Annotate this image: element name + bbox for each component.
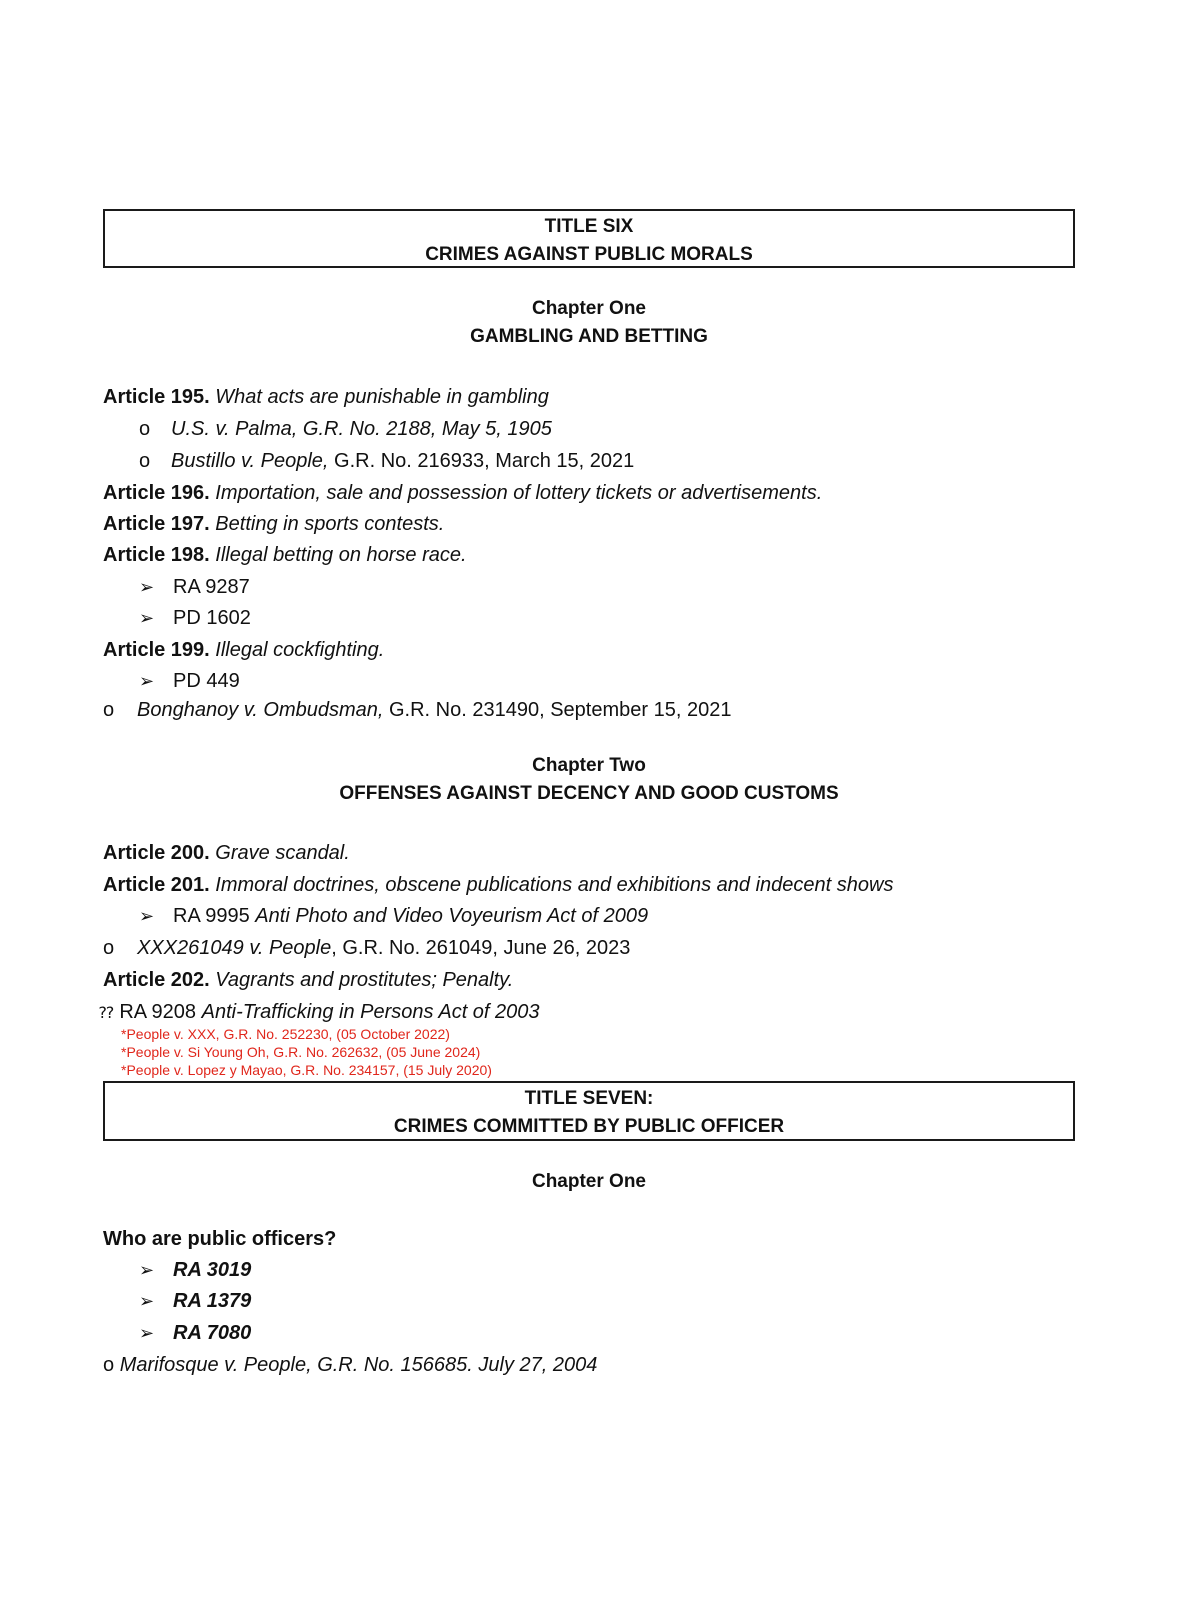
arrow-bullet-icon: ➢ [139, 906, 155, 926]
law-ra-3019 [139, 1259, 251, 1282]
law-ra-9208 [99, 1001, 540, 1024]
case-bustillo-v-people [139, 450, 634, 473]
case-name: Bonghanoy v. Ombudsman, [137, 699, 384, 721]
article-200-number: Article 200. [103, 842, 210, 864]
article-201-title: Immoral doctrines, obscene publications and exhibitions and indecent shows [215, 874, 894, 896]
law-name: Anti-Trafficking in Persons Act of 2003 [201, 1001, 540, 1023]
article-201 [103, 874, 893, 897]
article-199-number: Article 199. [103, 639, 210, 661]
title-six-subtitle: CRIMES AGAINST PUBLIC MORALS [425, 244, 753, 265]
case-text: U.S. v. Palma, G.R. No. 2188, May 5, 1905 [171, 418, 552, 440]
article-196 [103, 482, 822, 505]
chapter-one-title: GAMBLING AND BETTING [470, 326, 708, 347]
article-196-title: Importation, sale and possession of lottery tickets or advertisements. [215, 482, 823, 504]
law-name: Anti Photo and Video Voyeurism Act of 2009 [255, 905, 649, 927]
chapter-two-label: Chapter Two [532, 755, 646, 776]
law-text: RA 3019 [173, 1259, 252, 1281]
law-text: RA 1379 [173, 1290, 252, 1312]
article-200 [103, 842, 350, 865]
article-200-title: Grave scandal. [215, 842, 350, 864]
article-202-title: Vagrants and prostitutes; Penalty. [215, 969, 514, 991]
missing-glyph-icon: ⁇ [99, 1005, 114, 1022]
law-number: RA 9995 [173, 905, 256, 927]
case-name: XXX261049 v. People [137, 937, 332, 959]
annotation-people-v-lopez: *People v. Lopez y Mayao, G.R. No. 234157, (15 July 2020) [121, 1062, 492, 1078]
case-bonghanoy-v-ombudsman [103, 699, 731, 722]
article-201-number: Article 201. [103, 874, 210, 896]
case-xxx261049-v-people [103, 937, 630, 960]
bullet-icon: o [139, 450, 151, 472]
law-text: PD 1602 [173, 607, 251, 629]
bullet-icon: o [139, 418, 151, 440]
question-text: Who are public officers? [103, 1228, 337, 1250]
article-197-number: Article 197. [103, 513, 210, 535]
article-198-number: Article 198. [103, 544, 210, 566]
article-199-title: Illegal cockfighting. [215, 639, 385, 661]
public-officers-question [103, 1228, 336, 1251]
title-six-heading: TITLE SIX [544, 216, 634, 237]
arrow-bullet-icon: ➢ [139, 671, 155, 691]
article-197 [103, 513, 444, 536]
case-marifosque-v-people [103, 1354, 597, 1377]
article-195-number: Article 195. [103, 386, 210, 408]
article-195-title: What acts are punishable in gambling [215, 386, 549, 408]
article-199 [103, 639, 384, 662]
case-citation: G.R. No. 231490, September 15, 2021 [383, 699, 732, 721]
title-seven-heading: TITLE SEVEN: [524, 1088, 654, 1109]
law-ra-1379 [139, 1290, 251, 1313]
article-196-number: Article 196. [103, 482, 210, 504]
arrow-bullet-icon: ➢ [139, 1323, 155, 1343]
bullet-icon: o [103, 1354, 115, 1376]
title-seven-chapter-one-label: Chapter One [531, 1171, 647, 1192]
chapter-two-title: OFFENSES AGAINST DECENCY AND GOOD CUSTOMS [339, 783, 839, 804]
article-198 [103, 544, 467, 567]
law-ra-9995 [139, 905, 648, 928]
title-six-box [103, 209, 1075, 268]
law-ra-9287 [139, 576, 250, 599]
annotation-people-v-si-young-oh: *People v. Si Young Oh, G.R. No. 262632, (05 June 2024) [121, 1044, 481, 1060]
law-text: PD 449 [173, 670, 240, 692]
article-195 [103, 386, 549, 409]
chapter-one-label: Chapter One [531, 298, 647, 319]
bullet-icon: o [103, 937, 115, 959]
arrow-bullet-icon: ➢ [139, 1260, 155, 1280]
law-pd-449 [139, 670, 240, 693]
law-ra-7080 [139, 1322, 251, 1345]
law-pd-1602 [139, 607, 251, 630]
law-number: RA 9208 [119, 1001, 202, 1023]
title-seven-subtitle: CRIMES COMMITTED BY PUBLIC OFFICER [393, 1116, 785, 1137]
case-us-v-palma [139, 418, 552, 441]
case-text: Marifosque v. People, G.R. No. 156685. July 27, 2004 [119, 1354, 598, 1376]
title-seven-box [103, 1081, 1075, 1141]
arrow-bullet-icon: ➢ [139, 577, 155, 597]
case-citation: , G.R. No. 261049, June 26, 2023 [331, 937, 631, 959]
law-text: RA 9287 [173, 576, 250, 598]
arrow-bullet-icon: ➢ [139, 1291, 155, 1311]
case-citation: G.R. No. 216933, March 15, 2021 [328, 450, 635, 472]
arrow-bullet-icon: ➢ [139, 608, 155, 628]
annotation-people-v-xxx: *People v. XXX, G.R. No. 252230, (05 October 2022) [121, 1026, 450, 1042]
case-name: Bustillo v. People, [171, 450, 329, 472]
article-202-number: Article 202. [103, 969, 210, 991]
bullet-icon: o [103, 699, 115, 721]
article-198-title: Illegal betting on horse race. [215, 544, 467, 566]
law-text: RA 7080 [173, 1322, 252, 1344]
article-197-title: Betting in sports contests. [215, 513, 445, 535]
article-202 [103, 969, 513, 992]
